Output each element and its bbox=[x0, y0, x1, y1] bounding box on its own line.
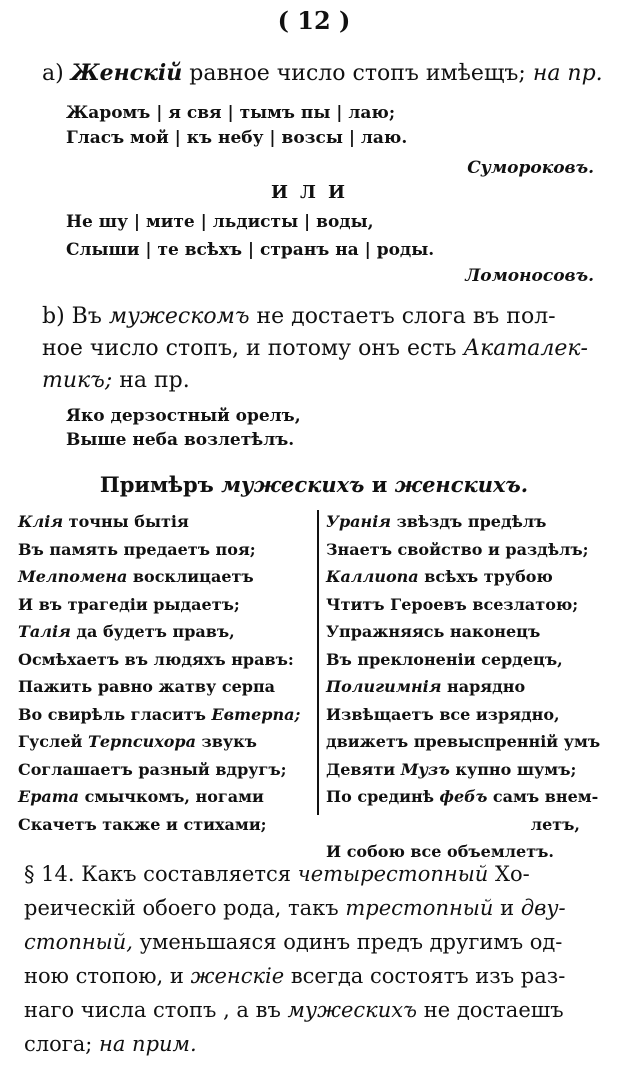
muse-name: Ерата bbox=[18, 787, 80, 806]
left-column-line bbox=[18, 508, 300, 536]
example-title-feminine: женскихъ. bbox=[394, 472, 529, 497]
verse2-line2: Слыши | те всѣхъ | странъ на | роды. bbox=[66, 240, 435, 260]
right-column-line bbox=[326, 701, 600, 729]
left-column-line bbox=[18, 811, 300, 839]
section14-text: всегда состоятъ изъ раз- bbox=[290, 964, 566, 988]
muse-name: Полигимнія bbox=[326, 677, 442, 696]
feminine-rule bbox=[42, 60, 603, 86]
verse-text: Чтитъ Героевъ всезлатою; bbox=[326, 594, 579, 614]
left-column-line bbox=[18, 563, 300, 591]
section14-line6 bbox=[24, 1032, 614, 1056]
acatalectic-term: Акаталек- bbox=[463, 336, 588, 361]
section14-text: уменьшаяся одинъ предъ другимъ од- bbox=[139, 930, 563, 954]
masculine-line1 bbox=[42, 304, 602, 329]
left-column-line bbox=[18, 701, 300, 729]
section14-text: не достаешъ bbox=[423, 998, 564, 1022]
masculine-text-c: ное число стопъ, и потому онъ есть bbox=[42, 336, 457, 361]
verse-text: да будетъ правъ, bbox=[70, 622, 235, 641]
example-title-a: Примѣръ bbox=[99, 472, 214, 497]
verse2-line1: Не шу | мите | льдисты | воды, bbox=[66, 212, 374, 232]
right-column-line bbox=[326, 811, 580, 839]
right-column-line bbox=[326, 591, 600, 619]
masculine-line2 bbox=[42, 336, 602, 361]
verse1-line1: Жаромъ | я свя | тымъ пы | лаю; bbox=[66, 103, 396, 123]
left-column-line bbox=[18, 536, 300, 564]
ili-separator: ИЛИ bbox=[271, 182, 357, 203]
masculine-text-a: Въ bbox=[71, 304, 102, 329]
verse-text: Пажить равно жатву серпа bbox=[18, 677, 276, 696]
verse-text: Осмѣхаетъ въ людяхъ нравъ: bbox=[18, 649, 294, 669]
right-column-line bbox=[326, 728, 600, 756]
verse-text: Въ память предаетъ поя; bbox=[18, 539, 256, 559]
masculine-term: мужескомъ bbox=[108, 304, 250, 329]
section14-line3 bbox=[24, 930, 614, 954]
column-divider bbox=[317, 510, 319, 815]
muse-name: Терпсихора bbox=[87, 732, 196, 751]
masculine-text-b: не достаетъ слога въ пол- bbox=[256, 304, 556, 329]
right-column-line bbox=[326, 563, 600, 591]
section14-text: ною стопою, и bbox=[24, 964, 184, 988]
section14-line2 bbox=[24, 896, 614, 920]
left-column-line bbox=[18, 756, 300, 784]
page-number: ( 12 ) bbox=[277, 6, 351, 35]
verse-text: нарядно bbox=[441, 677, 526, 696]
section14-term: на прим. bbox=[99, 1032, 197, 1056]
verse-text: И собою все объемлетъ. bbox=[326, 842, 554, 861]
left-column-line bbox=[18, 618, 300, 646]
verse-text: всѣхъ трубою bbox=[418, 567, 553, 586]
verse-text: купно шумъ; bbox=[449, 759, 577, 779]
right-column bbox=[326, 508, 600, 866]
verse-text: Во свирѣль гласитъ bbox=[18, 704, 212, 724]
muse-name: Евтерпа; bbox=[211, 704, 301, 724]
verse-text: Извѣщаетъ все изрядно, bbox=[326, 704, 560, 724]
section14-text: реическій обоего рода, такъ bbox=[24, 896, 339, 920]
verse-text: По срединѣ bbox=[326, 787, 440, 806]
left-column-line bbox=[18, 728, 300, 756]
right-column-line bbox=[326, 756, 600, 784]
feminine-term: Женскій bbox=[70, 60, 183, 86]
verse-text: Гуслей bbox=[18, 732, 88, 751]
left-column-line bbox=[18, 783, 300, 811]
example-title-masculine: мужескихъ bbox=[221, 472, 365, 497]
right-column-line bbox=[326, 536, 600, 564]
section14-line5 bbox=[24, 998, 614, 1022]
right-column-line bbox=[326, 646, 600, 674]
left-column bbox=[18, 508, 300, 838]
left-column-line bbox=[18, 591, 300, 619]
author-lomonosov: Ломоносовъ. bbox=[465, 266, 594, 286]
feminine-marker: a) bbox=[42, 61, 64, 86]
section14-text: Хо- bbox=[495, 862, 530, 886]
right-column-line bbox=[326, 618, 600, 646]
verse-text: Скачетъ также и стихами; bbox=[18, 814, 267, 834]
verse-text: движетъ превыспренній умъ bbox=[326, 732, 601, 751]
section14-line4 bbox=[24, 964, 614, 988]
verse-text: восклицаетъ bbox=[127, 567, 254, 586]
left-column-line bbox=[18, 673, 300, 701]
verse-text: звѣздъ предѣлъ bbox=[391, 512, 547, 531]
muse-name: Клія bbox=[18, 512, 64, 531]
section14-term: дву- bbox=[520, 896, 566, 920]
section14-term: стопный, bbox=[24, 930, 133, 954]
verse-text: Знаетъ свойство и раздѣлъ; bbox=[326, 539, 589, 559]
verse-text: Девяти bbox=[326, 759, 401, 779]
section14-text: слога; bbox=[24, 1032, 93, 1056]
acatalectic-term-end: тикъ; bbox=[42, 368, 113, 393]
verse-text: точны бытія bbox=[63, 512, 189, 531]
section14-text: и bbox=[500, 896, 515, 920]
verse1-line2: Гласъ мой | къ небу | возсы | лаю. bbox=[66, 128, 408, 148]
verse-text: смычкомъ, ногами bbox=[79, 787, 264, 806]
verse-text: Упражняясь наконецъ bbox=[326, 622, 541, 641]
example-title bbox=[0, 472, 628, 497]
masculine-marker: b) bbox=[42, 304, 65, 329]
verse3-line2: Выше неба возлетѣлъ. bbox=[66, 430, 295, 450]
muse-name: Мелпомена bbox=[18, 567, 128, 586]
feminine-example-marker: на пр. bbox=[532, 61, 603, 86]
muse-name: Уранія bbox=[326, 512, 392, 531]
right-column-line bbox=[326, 673, 600, 701]
verse-text: летъ, bbox=[530, 814, 580, 834]
muse-name: Талія bbox=[18, 622, 71, 641]
section14-line1 bbox=[24, 862, 614, 886]
section14-text: наго числа стопъ , а въ bbox=[24, 998, 281, 1022]
author-sumarokov: Сумороковъ. bbox=[467, 158, 594, 178]
section14-term: мужескихъ bbox=[287, 998, 418, 1022]
verse-text: Соглашаетъ разный вдругъ; bbox=[18, 759, 287, 779]
right-column-line bbox=[326, 783, 600, 811]
section14-term: трестопный bbox=[345, 896, 494, 920]
verse-text: Въ преклоненіи сердецъ, bbox=[326, 649, 563, 669]
feminine-text: равное число стопъ имѣещъ; bbox=[189, 61, 526, 86]
right-column-line bbox=[326, 508, 600, 536]
muse-name: Музъ bbox=[400, 759, 450, 779]
example-title-and: и bbox=[371, 472, 388, 497]
left-column-line bbox=[18, 646, 300, 674]
section14-text: § 14. Какъ составляется bbox=[24, 862, 291, 886]
verse3-line1: Яко дерзостный орелъ, bbox=[66, 406, 301, 426]
masculine-line3 bbox=[42, 368, 602, 393]
verse-text: И въ трагедіи рыдаетъ; bbox=[18, 594, 240, 614]
section14-term: четырестопный bbox=[297, 862, 489, 886]
muse-name: фебъ bbox=[439, 787, 488, 806]
verse-text: звукъ bbox=[195, 732, 257, 751]
section14-term: женскіе bbox=[190, 964, 285, 988]
muse-name: Каллиопа bbox=[326, 567, 419, 586]
masculine-example-marker: на пр. bbox=[119, 368, 190, 393]
verse-text: самъ внем- bbox=[487, 787, 599, 806]
